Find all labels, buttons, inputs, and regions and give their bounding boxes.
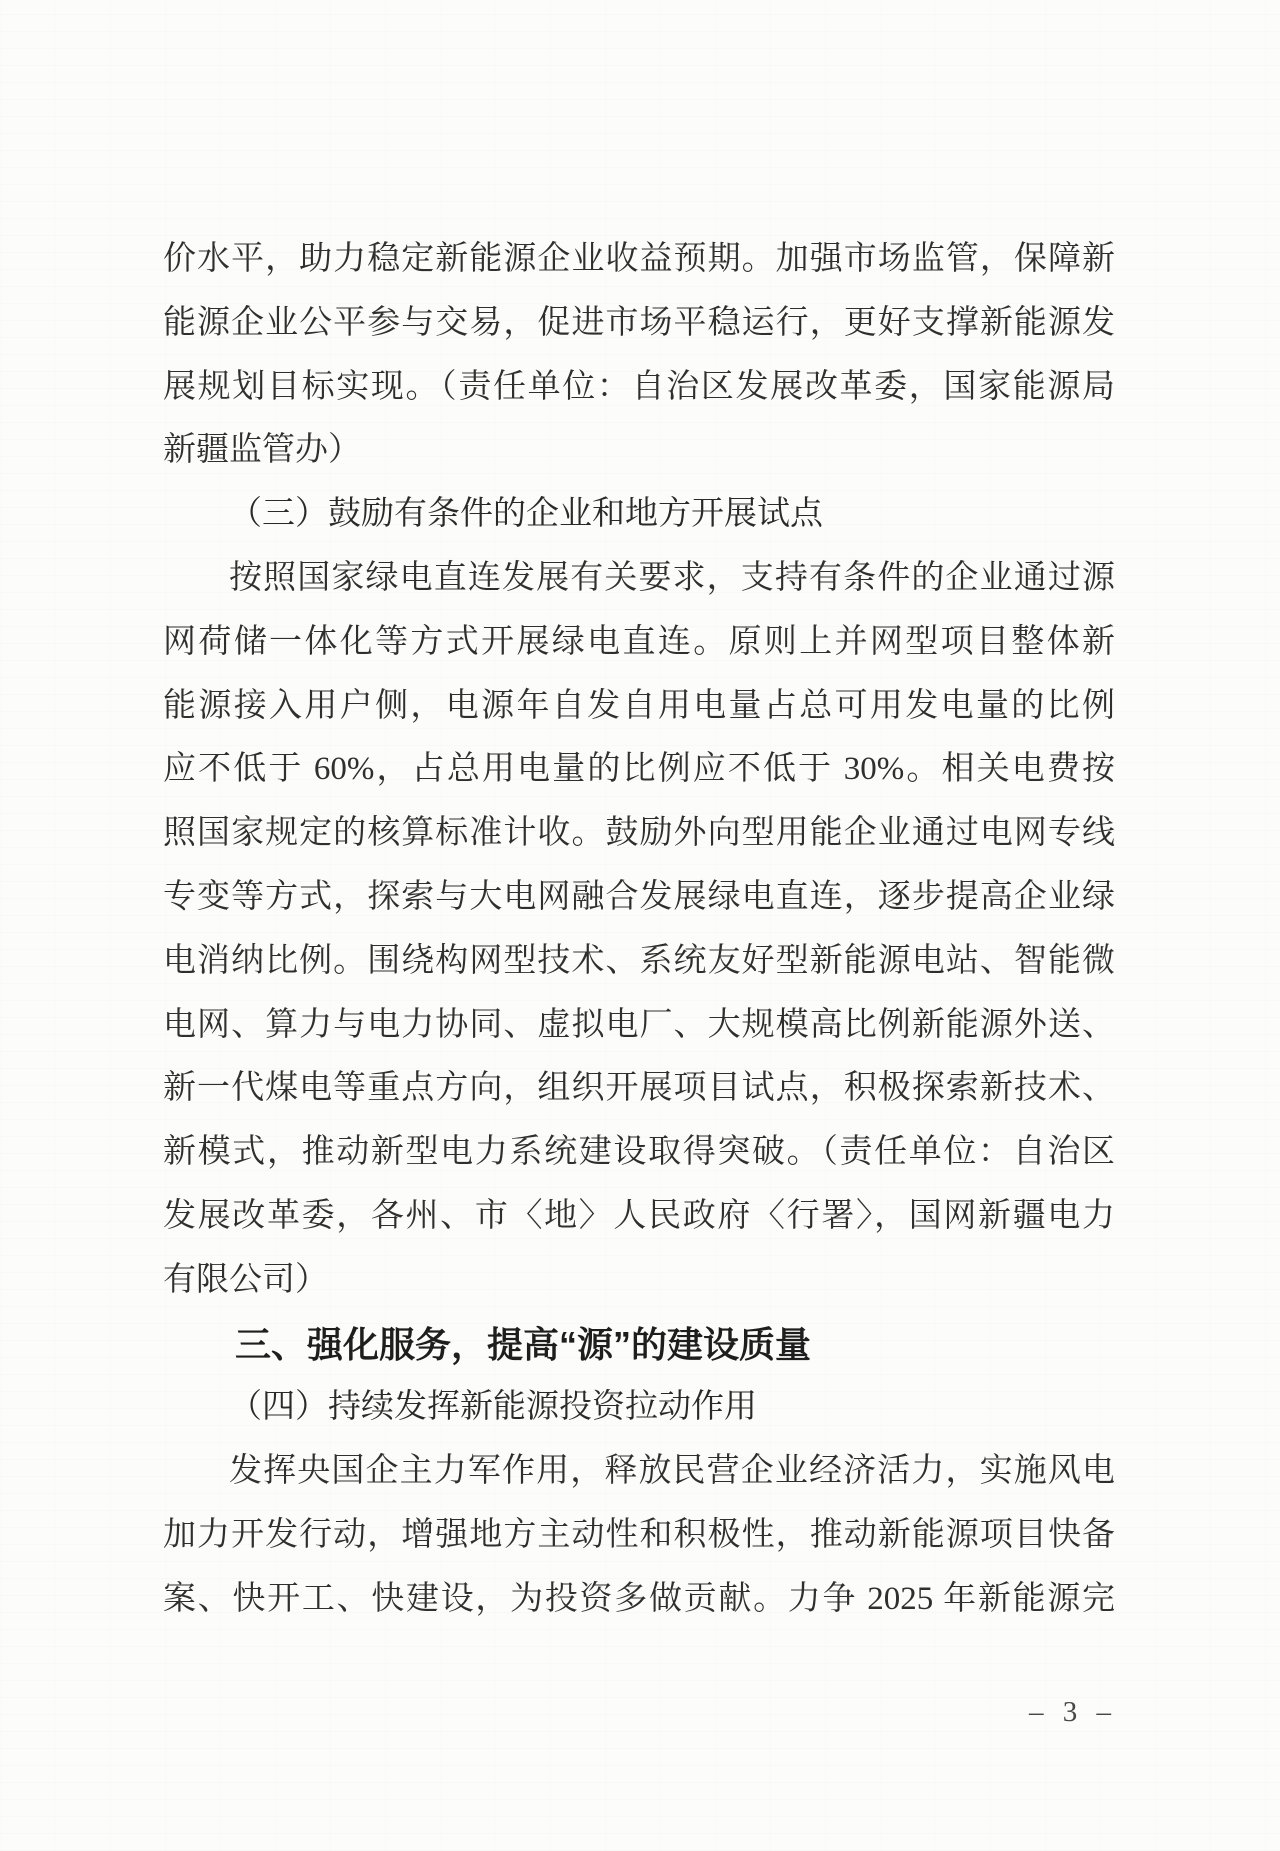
text-line: 发展改革委，各州、市〈地〉人民政府〈行署〉，国网新疆电力	[163, 1197, 1115, 1234]
text-line: 案、快开工、快建设，为投资多做贡献。力争 2025 年新能源完	[163, 1580, 1115, 1617]
text-line: 新模式，推动新型电力系统建设取得突破。（责任单位：自治区	[163, 1134, 1115, 1171]
heading-line: （四）持续发挥新能源投资拉动作用	[229, 1389, 757, 1426]
page-number: – 3 –	[1029, 1696, 1117, 1728]
text-line: 电网、算力与电力协同、虚拟电厂、大规模高比例新能源外送、	[163, 1006, 1115, 1043]
text-line: 加力开发行动，增强地方主动性和积极性，推动新能源项目快备	[163, 1516, 1115, 1553]
heading-line: 三、强化服务，提高“源”的建设质量	[235, 1323, 812, 1365]
text-line: 有限公司）	[163, 1261, 328, 1298]
text-line: 网荷储一体化等方式开展绿电直连。原则上并网型项目整体新	[163, 623, 1115, 660]
text-line: 专变等方式，探索与大电网融合发展绿电直连，逐步提高企业绿	[163, 878, 1115, 915]
text-line: 照国家规定的核算标准计收。鼓励外向型用能企业通过电网专线	[163, 815, 1115, 852]
text-line: 能源企业公平参与交易，促进市场平稳运行，更好支撑新能源发	[163, 304, 1115, 341]
heading-line: （三）鼓励有条件的企业和地方开展试点	[229, 496, 823, 533]
text-line: 价水平，助力稳定新能源企业收益预期。加强市场监管，保障新	[163, 241, 1115, 277]
text-line: 新一代煤电等重点方向，组织开展项目试点，积极探索新技术、	[163, 1070, 1115, 1107]
text-line: 按照国家绿电直连发展有关要求，支持有条件的企业通过源	[229, 559, 1115, 596]
text-line: 能源接入用户侧，电源年自发自用电量占总可用发电量的比例	[163, 687, 1115, 724]
document-body	[163, 228, 1115, 1632]
text-line: 应不低于 60%，占总用电量的比例应不低于 30%。相关电费按	[163, 751, 1115, 788]
text-line: 新疆监管办）	[163, 432, 361, 469]
text-line: 发挥央国企主力军作用，释放民营企业经济活力，实施风电	[229, 1453, 1115, 1490]
text-line: 电消纳比例。围绕构网型技术、系统友好型新能源电站、智能微	[163, 942, 1115, 979]
text-line: 展规划目标实现。（责任单位：自治区发展改革委，国家能源局	[163, 368, 1115, 405]
